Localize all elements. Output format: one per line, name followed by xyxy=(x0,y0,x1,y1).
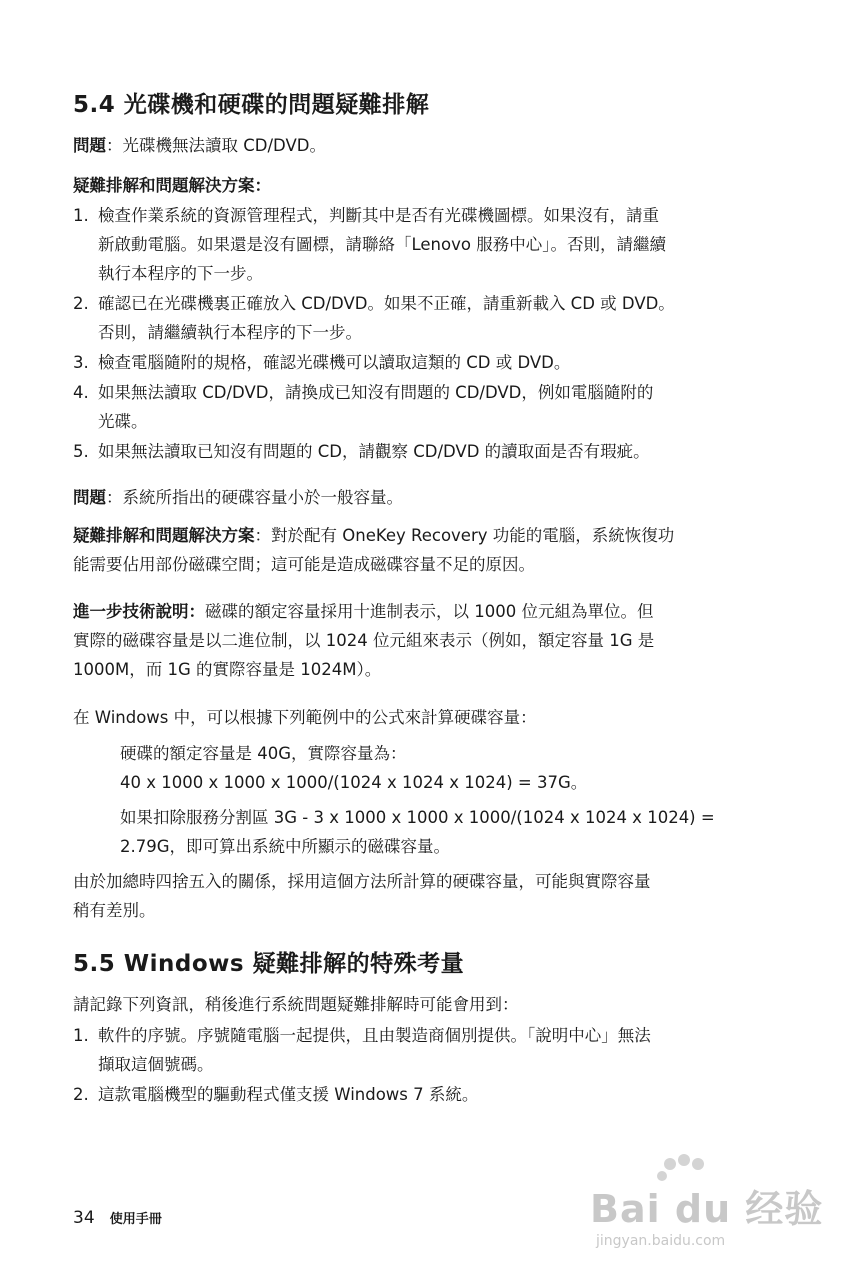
example-2: 如果扣除服務分割區 3G - 3 x 1000 x 1000 x 1000/(1024 x 1024 x 1024) = 2.79G，即可算出系統中所顯示的磁碟容量。 xyxy=(120,808,715,856)
solution-1-label: 疑難排解和問題解決方案： xyxy=(73,176,271,195)
problem-1-label: 問題 xyxy=(73,136,106,155)
list-item: 2. 這款電腦機型的驅動程式僅支援 Windows 7 系統。 xyxy=(73,1085,479,1104)
problem-2-text: ：系統所指出的硬碟容量小於一般容量。 xyxy=(106,488,403,507)
rounding-note: 由於加總時四捨五入的關係，採用這個方法所計算的硬碟容量，可能與實際容量 稍有差別。 xyxy=(73,872,651,920)
list-item: 3. 檢查電腦隨附的規格，確認光碟機可以讀取這類的 CD 或 DVD。 xyxy=(73,353,571,372)
problem-2 xyxy=(73,483,403,512)
windows-intro: 在 Windows 中，可以根據下列範例中的公式來計算硬碟容量： xyxy=(73,708,537,727)
troubleshoot-steps-list xyxy=(73,201,675,466)
solution-2-label: 疑難排解和問題解決方案 xyxy=(73,526,255,545)
tech-note-label: 進一步技術說明： xyxy=(73,602,205,621)
section-5-5-intro: 請記錄下列資訊，稍後進行系統問題疑難排解時可能會用到： xyxy=(73,995,519,1014)
example-1: 硬碟的額定容量是 40G，實際容量為： 40 x 1000 x 1000 x 1000/(1024 x 1024 x 1024) = 37G。 xyxy=(120,744,588,792)
footer-title: 使用手冊 xyxy=(109,1212,162,1227)
list-item: 5. 如果無法讀取已知沒有問題的 CD，請觀察 CD/DVD 的讀取面是否有瑕疵。 xyxy=(73,442,650,461)
page-footer xyxy=(73,1208,162,1228)
paw-icon xyxy=(652,1152,712,1184)
problem-1-text: ：光碟機無法讀取 CD/DVD。 xyxy=(106,136,326,155)
windows-info-list xyxy=(73,1021,651,1109)
list-item: 1. 軟件的序號。序號隨電腦一起提供，且由製造商個別提供。「說明中心」無法 擷取這個號碼。 xyxy=(73,1026,651,1074)
list-item: 4. 如果無法讀取 CD/DVD，請換成已知沒有問題的 CD/DVD，例如電腦隨附的 光碟。 xyxy=(73,383,654,431)
watermark-url: jingyan.baidu.com xyxy=(596,1233,726,1249)
solution-2-text: ：對於配有 OneKey Recovery 功能的電腦，系統恢復功 能需要佔用部份磁碟空間；這可能是造成磁碟容量不足的原因。 xyxy=(73,526,675,574)
problem-1 xyxy=(73,131,326,160)
section-5-5-heading: 5.5 Windows 疑難排解的特殊考量 xyxy=(73,951,465,977)
problem-2-label: 問題 xyxy=(73,488,106,507)
page-number: 34 xyxy=(73,1208,95,1228)
watermark-logo: Bai du 经验 xyxy=(590,1187,824,1231)
section-5-4-heading: 5.4 光碟機和硬碟的問題疑難排解 xyxy=(73,92,430,118)
list-item: 1. 檢查作業系統的資源管理程式，判斷其中是否有光碟機圖標。如果沒有，請重 新啟動電腦。如果還是沒有圖標，請聯絡「Lenovo 服務中心」。否則，請繼續 執行本程序的下一步。 xyxy=(73,206,666,283)
solution-2 xyxy=(73,521,753,579)
tech-note-text: 磁碟的額定容量採用十進制表示，以 1000 位元組為單位。但 實際的磁碟容量是以二進位制，以 1024 位元組來表示（例如，額定容量 1G 是 1000M，而 1G 的實際容量是 1024M）。 xyxy=(73,602,655,679)
watermark xyxy=(590,1158,823,1249)
tech-note xyxy=(73,597,753,684)
list-item: 2. 確認已在光碟機裏正確放入 CD/DVD。如果不正確，請重新載入 CD 或 DVD。 否則，請繼續執行本程序的下一步。 xyxy=(73,294,675,342)
